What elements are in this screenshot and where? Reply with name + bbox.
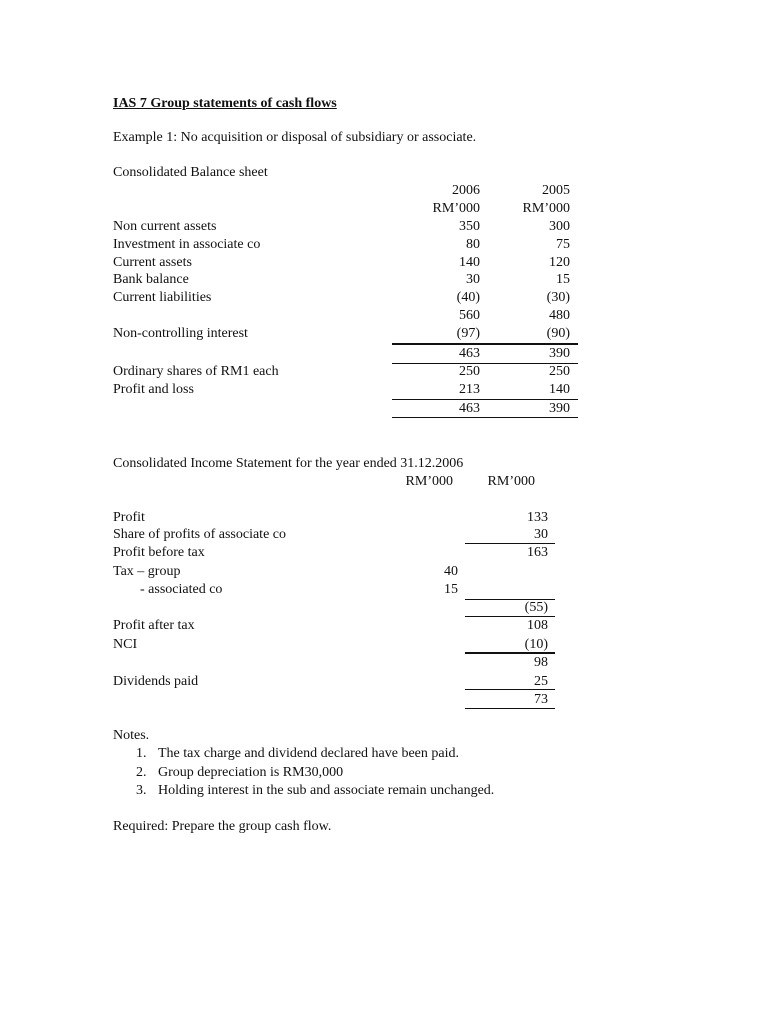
example-description: Example 1: No acquisition or disposal of subsidiary or associate. (113, 130, 477, 145)
notes-heading: Notes. (113, 728, 150, 743)
note-number: 1. (136, 746, 147, 761)
is-row-label: - associated co (140, 582, 223, 597)
bs-row-2006: 213 (459, 382, 480, 397)
note-text: The tax charge and dividend declared have been paid. (158, 746, 459, 761)
is-row-col1: 15 (444, 582, 458, 597)
bs-row-2006: 463 (459, 346, 480, 361)
bs-row-label: Current assets (113, 255, 192, 270)
bs-row-2006: 80 (466, 237, 480, 252)
bs-row-2006: 140 (459, 255, 480, 270)
bs-col-2006-unit: RM’000 (432, 201, 480, 216)
bs-row-2005: 390 (549, 346, 570, 361)
is-row-label: NCI (113, 637, 138, 652)
is-row-col2: 25 (534, 674, 548, 689)
is-row-col2: 163 (527, 545, 548, 560)
is-row-label: Dividends paid (113, 674, 199, 689)
is-row-label: Share of profits of associate co (113, 527, 286, 542)
bs-row-2006: 30 (466, 272, 480, 287)
note-number: 3. (136, 783, 147, 798)
document-title: IAS 7 Group statements of cash flows (113, 96, 337, 111)
is-row-col1: 40 (444, 564, 458, 579)
bs-row-2006: 463 (459, 401, 480, 416)
bs-row-2005: (90) (546, 326, 570, 341)
bs-row-label: Current liabilities (113, 290, 212, 305)
bs-row-label: Ordinary shares of RM1 each (113, 364, 279, 379)
is-row-col2: 108 (527, 618, 548, 633)
is-row-col2: (55) (524, 600, 548, 615)
required-instruction: Required: Prepare the group cash flow. (113, 819, 332, 834)
is-row-col2: 30 (534, 527, 548, 542)
bs-row-2005: 480 (549, 308, 570, 323)
bs-row-2005: 120 (549, 255, 570, 270)
bs-row-label: Bank balance (113, 272, 189, 287)
bs-row-2005: 75 (556, 237, 570, 252)
bs-row-2006: 560 (459, 308, 480, 323)
note-text: Group depreciation is RM30,000 (158, 765, 344, 780)
bs-row-label: Investment in associate co (113, 237, 261, 252)
is-row-col2: (10) (524, 637, 548, 652)
bs-col-2005-unit: RM’000 (522, 201, 570, 216)
bs-row-2006: (97) (456, 326, 480, 341)
is-col1-unit: RM’000 (405, 474, 453, 489)
bs-row-label: Profit and loss (113, 382, 194, 397)
is-row-col2: 98 (534, 655, 548, 670)
income-statement-heading: Consolidated Income Statement for the year ended 31.12.2006 (113, 456, 464, 471)
is-col2-unit: RM’000 (487, 474, 535, 489)
is-row-col2: 73 (534, 692, 548, 707)
bs-row-2006: (40) (456, 290, 480, 305)
is-rule (465, 689, 555, 690)
bs-row-label: Non-controlling interest (113, 326, 248, 341)
is-row-label: Profit (113, 510, 145, 525)
bs-col-2006-year: 2006 (452, 183, 480, 198)
is-row-label: Profit before tax (113, 545, 205, 560)
bs-row-2005: 250 (549, 364, 570, 379)
bs-col-2005-year: 2005 (542, 183, 570, 198)
bs-row-2005: 140 (549, 382, 570, 397)
balance-sheet-heading: Consolidated Balance sheet (113, 165, 268, 180)
bs-row-2005: (30) (546, 290, 570, 305)
note-number: 2. (136, 765, 147, 780)
bs-row-2005: 15 (556, 272, 570, 287)
is-rule (465, 708, 555, 709)
bs-row-2005: 390 (549, 401, 570, 416)
note-text: Holding interest in the sub and associate remain unchanged. (158, 783, 495, 798)
is-row-label: Profit after tax (113, 618, 195, 633)
bs-row-2006: 350 (459, 219, 480, 234)
bs-row-2006: 250 (459, 364, 480, 379)
bs-row-label: Non current assets (113, 219, 217, 234)
is-row-col2: 133 (527, 510, 548, 525)
bs-row-2005: 300 (549, 219, 570, 234)
bs-final-rule (392, 417, 578, 418)
is-row-label: Tax – group (113, 564, 181, 579)
